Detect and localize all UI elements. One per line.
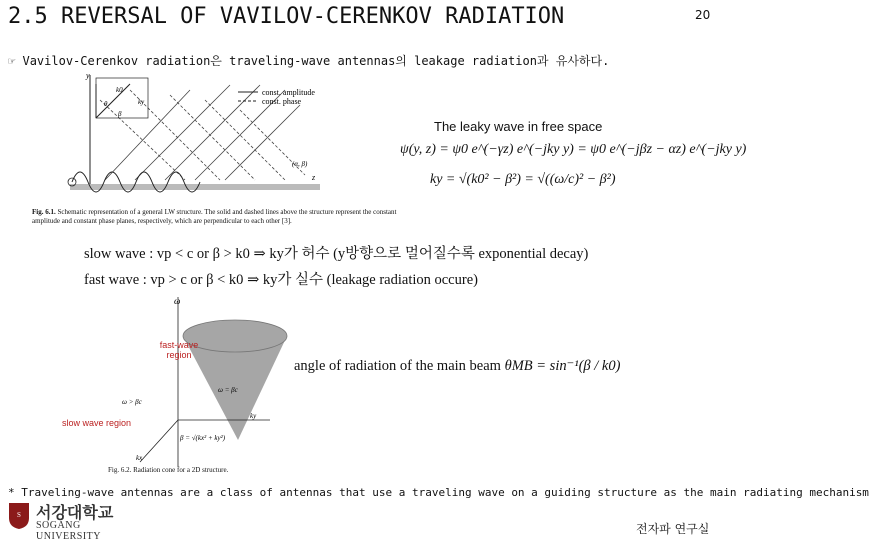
fast-wave-arrow: ⇒ bbox=[247, 272, 260, 288]
slow-wave-arrow: ⇒ bbox=[253, 246, 266, 262]
z-axis-label: z bbox=[312, 173, 316, 182]
svg-text:S: S bbox=[17, 511, 21, 519]
legend-phase: const. phase bbox=[262, 97, 302, 106]
ky-axis-label: ky bbox=[250, 412, 257, 420]
slow-wave-label: slow wave bbox=[84, 246, 146, 262]
omega-beta-label: ω > βc bbox=[122, 398, 142, 406]
pointing-hand-icon: ☞ bbox=[8, 54, 16, 68]
beta-expression: β = √(kx² + ky²) bbox=[180, 434, 226, 442]
page-title: 2.5 REVERSAL OF VAVILOV-CERENKOV RADIATION bbox=[8, 4, 565, 29]
slow-wave-condition: : vp < c or β > k0 bbox=[149, 246, 250, 262]
omega-label: ω bbox=[174, 296, 181, 306]
university-crest-icon bbox=[8, 502, 30, 530]
slow-wave-region-label: slow wave region bbox=[62, 418, 132, 428]
fast-wave-label: fast wave bbox=[84, 272, 140, 288]
lab-name: 전자파 연구실 bbox=[636, 522, 710, 536]
university-korean-name: 서강대학교 bbox=[36, 503, 114, 522]
leaky-wave-title: The leaky wave in free space bbox=[434, 119, 603, 134]
angle-text: angle of radiation of the main beam bbox=[294, 358, 501, 374]
ky-label: ky bbox=[138, 98, 145, 106]
kx-axis-label: kx bbox=[136, 454, 143, 462]
bullet-text: Vavilov-Cerenkov radiation은 traveling-wave antennas의 leakage radiation과 유사하다. bbox=[22, 54, 610, 68]
university-english-name: SOGANG UNIVERSITY bbox=[36, 520, 101, 542]
beta-label: β bbox=[118, 110, 122, 118]
bullet-line bbox=[8, 52, 609, 69]
kx-axis bbox=[140, 420, 178, 462]
alpha-beta-label: (α, β) bbox=[292, 160, 308, 168]
ky-equation: ky = √(k0² − β²) = √((ω/c)² − β²) bbox=[430, 172, 616, 187]
leaky-wave-figure bbox=[60, 70, 340, 220]
psi-equation: ψ(y, z) = ψ0 e^(−γz) e^(−jky y) = ψ0 e^(−jβz − αz) e^(−jky y) bbox=[400, 142, 747, 157]
fast-wave-result: ky가 실수 (leakage radiation occure) bbox=[262, 272, 478, 288]
y-axis-label: y bbox=[86, 71, 90, 80]
footnote: * Traveling-wave antennas are a class of antennas that use a traveling wave on a guiding structure as the main radiating mechanism bbox=[8, 486, 869, 499]
fast-wave-region-label: fast-wave region bbox=[159, 340, 199, 360]
slow-wave-line bbox=[84, 242, 588, 263]
legend-amplitude: const. amplitude bbox=[262, 88, 315, 97]
omega-eq-label: ω = βc bbox=[218, 386, 238, 394]
angle-formula: θMB = sin⁻¹(β / k0) bbox=[504, 358, 621, 374]
figure1-caption-text: Schematic representation of a general LW structure. The solid and dashed lines above the structure represent the constant amplitude and constant phase planes, respectively, which are perpendicular to each other [3]. bbox=[32, 208, 397, 225]
slow-wave-result: ky가 허수 (y방향으로 멀어질수록 exponential decay) bbox=[269, 246, 589, 262]
angle-of-radiation bbox=[294, 358, 620, 375]
fast-wave-line bbox=[84, 268, 478, 289]
k0-label: k0 bbox=[116, 86, 123, 94]
radiation-cone-figure bbox=[60, 292, 280, 477]
figure1-caption bbox=[32, 208, 412, 226]
page-number: 20 bbox=[695, 8, 711, 22]
university-logo bbox=[8, 500, 148, 542]
figure2-caption: Fig. 6.2. Radiation cone for a 2D structure. bbox=[108, 466, 229, 474]
figure1-caption-label: Fig. 6.1. bbox=[32, 208, 56, 216]
fast-wave-condition: : vp > c or β < k0 bbox=[142, 272, 244, 288]
theta-label: θ bbox=[104, 100, 108, 108]
guiding-structure bbox=[70, 184, 320, 190]
